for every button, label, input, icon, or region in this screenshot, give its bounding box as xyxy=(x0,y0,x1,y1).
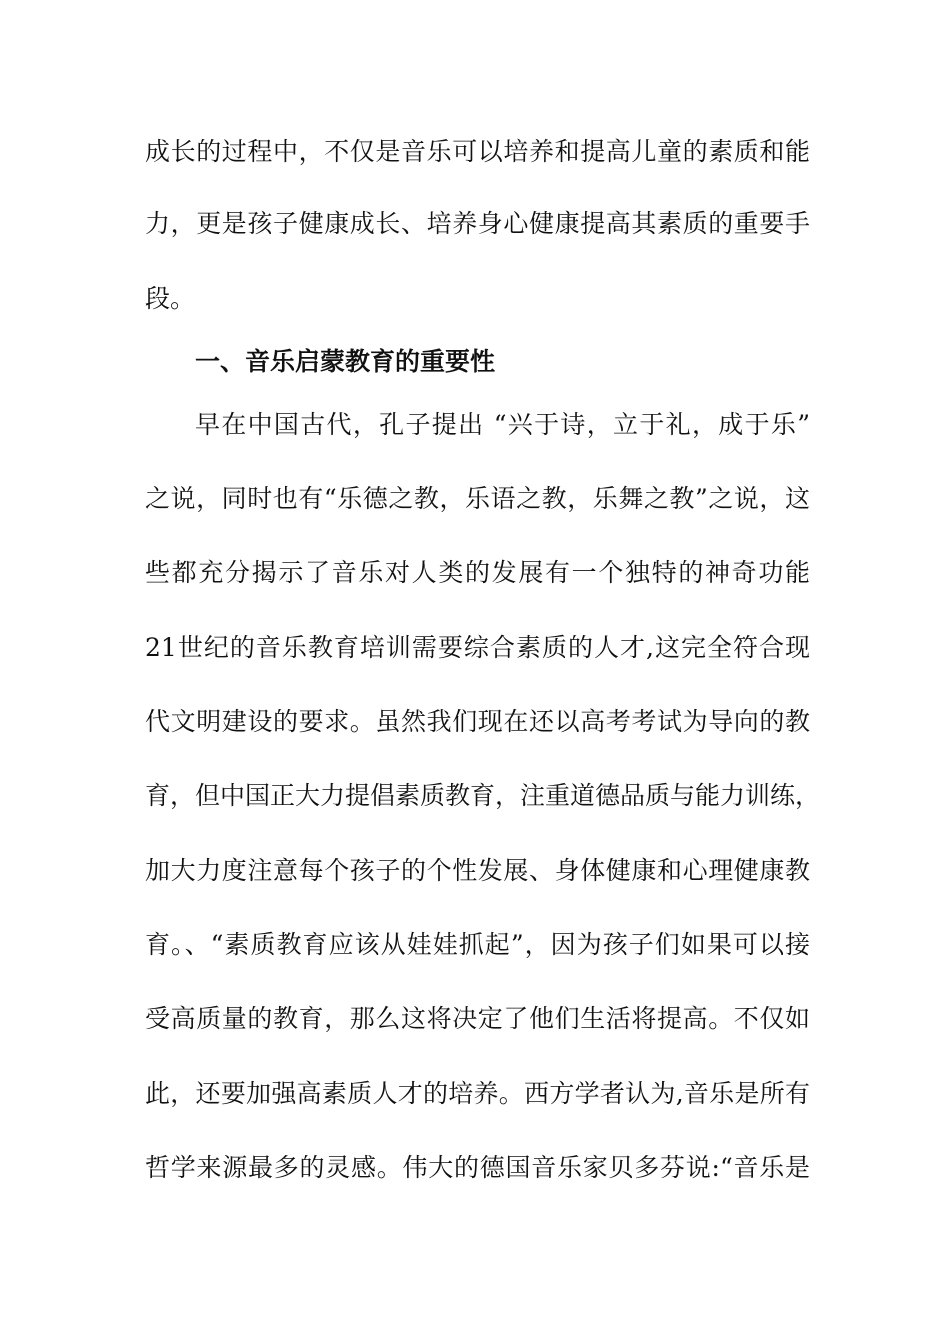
paragraph-line: 些都充分揭示了音乐对人类的发展有一个独特的神奇功能 xyxy=(145,558,810,587)
section-heading: 一、音乐启蒙教育的重要性 xyxy=(195,347,496,376)
paragraph-line: 哲学来源最多的灵感。伟大的德国音乐家贝多芬说:“音乐是 xyxy=(145,1153,810,1182)
paragraph-line: 21世纪的音乐教育培训需要综合素质的人才,这完全符合现 xyxy=(145,633,810,662)
paragraph-line: 成长的过程中，不仅是音乐可以培养和提高儿童的素质和能 xyxy=(145,137,810,166)
paragraph-line: 力，更是孩子健康成长、培养身心健康提高其素质的重要手 xyxy=(145,209,810,238)
paragraph-line: 育，但中国正大力提倡素质教育，注重道德品质与能力训练， xyxy=(145,781,821,810)
paragraph-line: 段。 xyxy=(145,284,196,313)
paragraph-line: 代文明建设的要求。虽然我们现在还以高考考试为导向的教 xyxy=(145,707,810,736)
paragraph-line: 加大力度注意每个孩子的个性发展、身体健康和心理健康教 xyxy=(145,856,810,885)
paragraph-line: 受高质量的教育，那么这将决定了他们生活将提高。不仅如 xyxy=(145,1004,810,1033)
paragraph-line: 早在中国古代，孔子提出 “兴于诗，立于礼，成于乐” xyxy=(195,410,810,439)
paragraph-line: 此，还要加强高素质人才的培养。西方学者认为,音乐是所有 xyxy=(145,1079,810,1108)
paragraph-line: 育。、“素质教育应该从娃娃抓起”，因为孩子们如果可以接 xyxy=(145,930,810,959)
paragraph-line: 之说，同时也有“乐德之教，乐语之教，乐舞之教”之说，这 xyxy=(145,484,810,513)
